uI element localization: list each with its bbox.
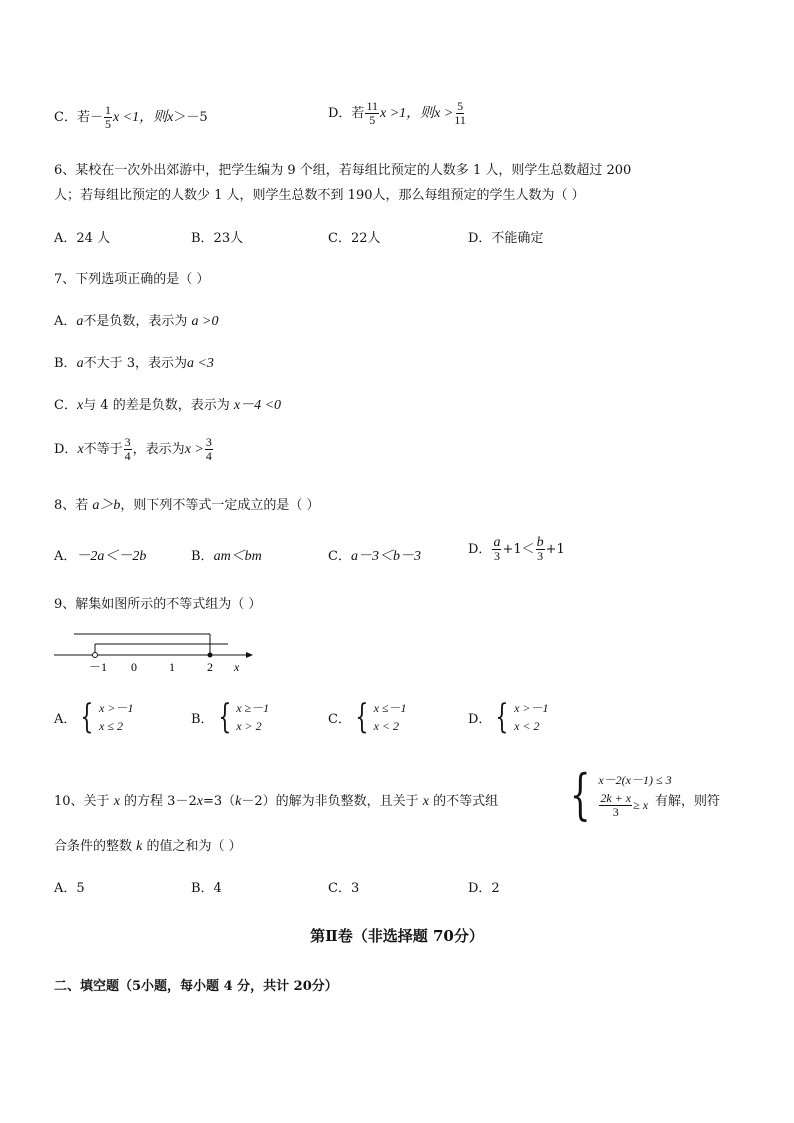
q7-stem: 7、下列选项正确的是（ ） bbox=[54, 272, 210, 287]
frac-num: b bbox=[536, 535, 544, 550]
option-label: B． bbox=[191, 711, 214, 727]
fraction bbox=[205, 436, 213, 463]
inequality-system bbox=[328, 699, 407, 735]
expr: am＜bm bbox=[213, 549, 262, 564]
fraction bbox=[365, 100, 379, 127]
fraction bbox=[454, 100, 466, 127]
system-lines bbox=[374, 699, 407, 735]
system-lines bbox=[236, 699, 269, 735]
fraction bbox=[104, 104, 112, 131]
text: －2）的解为非负整数，且关于 bbox=[241, 794, 423, 809]
brace-icon: { bbox=[80, 697, 94, 737]
brace-icon: { bbox=[355, 697, 369, 737]
var: x bbox=[167, 110, 174, 125]
option-label: C． bbox=[54, 398, 77, 413]
option-label: D．若 bbox=[328, 106, 365, 121]
sys-line: x < 2 bbox=[373, 719, 400, 733]
q8-stem bbox=[54, 494, 320, 514]
frac-den: 5 bbox=[369, 113, 376, 127]
text: 不大于 3，表示为 bbox=[83, 356, 187, 371]
option-label: A． bbox=[54, 549, 77, 564]
q8-option-c bbox=[328, 545, 421, 565]
sys-line: x > 2 bbox=[236, 719, 262, 733]
text: 的方程 3－2 bbox=[119, 794, 197, 809]
text: 合条件的整数 bbox=[54, 839, 137, 854]
text: 的值之和为（ ） bbox=[142, 839, 242, 854]
q10-option-c: C．3 bbox=[328, 881, 360, 896]
frac-num: 11 bbox=[366, 99, 378, 113]
q9-option-d bbox=[468, 699, 549, 735]
inequality-system bbox=[54, 699, 133, 735]
text: 8、若 bbox=[54, 498, 93, 513]
var: x bbox=[422, 794, 429, 809]
frac-den: 4 bbox=[205, 449, 212, 463]
var: k bbox=[136, 839, 143, 854]
tick-label: 1 bbox=[169, 660, 175, 674]
expr: a <3 bbox=[186, 356, 214, 371]
q6-option-a: A．24 人 bbox=[54, 231, 111, 246]
sys-line: x >－1 bbox=[99, 701, 134, 715]
q7-option-a bbox=[54, 310, 219, 330]
q8-option-a bbox=[54, 545, 146, 565]
q6-option-b: B．23人 bbox=[191, 231, 244, 246]
option-label: C． bbox=[328, 711, 351, 727]
axis-label: x bbox=[234, 660, 240, 674]
var: a bbox=[76, 356, 84, 371]
q9-option-a bbox=[54, 699, 133, 735]
inequality-system bbox=[468, 699, 549, 735]
sys-line: x ≤ 2 bbox=[99, 719, 123, 733]
expr: x <1，则 bbox=[112, 110, 168, 125]
sys-line: x >－1 bbox=[514, 701, 549, 715]
frac-den: 5 bbox=[104, 117, 111, 131]
q8-option-d bbox=[468, 536, 565, 563]
q5-option-c bbox=[54, 104, 208, 131]
frac-den: 3 bbox=[612, 804, 619, 819]
number-line-figure bbox=[50, 628, 260, 676]
option-label: D． bbox=[468, 711, 492, 727]
brace-icon: { bbox=[495, 697, 509, 737]
q7-option-d bbox=[54, 436, 214, 463]
q10-option-d: D．2 bbox=[468, 881, 500, 896]
frac-den: 3 bbox=[493, 549, 500, 563]
fraction bbox=[492, 536, 501, 563]
sys-line: x < 2 bbox=[514, 719, 540, 733]
option-label: D． bbox=[468, 542, 492, 557]
inequality-system bbox=[191, 699, 269, 735]
frac-den: 11 bbox=[454, 113, 466, 127]
tick-label: 2 bbox=[207, 660, 213, 674]
expr: ≥ x bbox=[633, 798, 649, 812]
expr: +1 bbox=[545, 542, 565, 557]
option-label: B． bbox=[54, 356, 77, 371]
q6-option-d: D．不能确定 bbox=[468, 231, 544, 246]
option-label: C．若 bbox=[54, 110, 90, 125]
option-label: D． bbox=[54, 442, 78, 457]
sys-line: x ≥－1 bbox=[236, 701, 270, 715]
expr: x－4 <0 bbox=[233, 398, 282, 413]
var: a bbox=[76, 314, 84, 329]
closed-point bbox=[208, 653, 213, 658]
section2-title: 二、填空题（5小题，每小题 4 分，共计 20分） bbox=[54, 979, 338, 994]
sys-line: x－2(x－1) ≤ 3 bbox=[598, 772, 672, 787]
system-lines bbox=[99, 699, 133, 735]
expr: a >0 bbox=[191, 314, 219, 329]
frac-den: 4 bbox=[124, 449, 131, 463]
frac-num: a bbox=[493, 535, 501, 550]
fraction bbox=[599, 792, 632, 819]
var: x bbox=[76, 398, 84, 413]
expr: x > bbox=[434, 106, 454, 121]
part2-title: 第Ⅱ卷（非选择题 70分） bbox=[310, 927, 484, 945]
expr: x >1，则 bbox=[380, 106, 435, 121]
neg-sign: － bbox=[89, 110, 103, 125]
q10-line2 bbox=[54, 835, 242, 855]
frac-num: 3 bbox=[205, 435, 212, 449]
q5-option-d bbox=[328, 100, 467, 127]
expr: a－3＜b－3 bbox=[350, 549, 421, 564]
option-label: A． bbox=[54, 314, 77, 329]
tick-label: －1 bbox=[89, 660, 108, 674]
brace-icon: { bbox=[569, 763, 591, 826]
q9-stem: 9、解集如图所示的不等式组为（ ） bbox=[54, 597, 262, 612]
open-point bbox=[93, 653, 98, 658]
expr: a＞b bbox=[92, 498, 121, 513]
q9-option-c bbox=[328, 699, 407, 735]
expr: －2a＜－2b bbox=[76, 549, 147, 564]
expr: +1＜ bbox=[502, 542, 535, 557]
var: k bbox=[235, 794, 242, 809]
fraction bbox=[536, 536, 545, 563]
q10-option-b: B．4 bbox=[191, 881, 222, 896]
text: 10、关于 bbox=[54, 794, 114, 809]
expr: ＞－5 bbox=[173, 110, 208, 125]
text: ，则下列不等式一定成立的是（ ） bbox=[120, 498, 320, 513]
fraction bbox=[124, 436, 132, 463]
text: 与 4 的差是负数，表示为 bbox=[83, 398, 230, 413]
q6-option-c: C．22人 bbox=[328, 231, 381, 246]
option-label: B． bbox=[191, 549, 214, 564]
tick-label: 0 bbox=[131, 660, 137, 674]
var: x bbox=[113, 794, 120, 809]
option-label: A． bbox=[54, 711, 77, 727]
frac-den: 3 bbox=[537, 549, 544, 563]
q6-line1: 6、某校在一次外出郊游中，把学生编为 9 个组，若每组比预定的人数多 1 人，则学生总数超过 200 bbox=[54, 163, 632, 178]
q9-option-b bbox=[191, 699, 269, 735]
frac-num: 3 bbox=[124, 435, 131, 449]
q7-option-c bbox=[54, 394, 281, 414]
frac-num: 2k + x bbox=[600, 790, 632, 805]
system-lines bbox=[514, 699, 548, 735]
q8-option-b bbox=[191, 545, 262, 565]
text: 不是负数，表示为 bbox=[83, 314, 188, 329]
q10-line1 bbox=[54, 790, 498, 810]
var: x bbox=[196, 794, 203, 809]
var: x bbox=[77, 442, 84, 457]
sys-line: x ≤－1 bbox=[373, 701, 407, 715]
expr: x > bbox=[184, 442, 204, 457]
text: 不等于 bbox=[83, 442, 123, 457]
q10-line1-tail: 有解，则符 bbox=[655, 794, 721, 809]
axis-arrow bbox=[246, 652, 253, 658]
text: ，表示为 bbox=[132, 442, 185, 457]
frac-num: 5 bbox=[457, 99, 464, 113]
brace-icon: { bbox=[217, 697, 231, 737]
q7-option-b bbox=[54, 352, 214, 372]
frac-num: 1 bbox=[104, 103, 111, 117]
text: 的不等式组 bbox=[428, 794, 499, 809]
q10-option-a: A．5 bbox=[54, 881, 85, 896]
option-label: C． bbox=[328, 549, 351, 564]
text: =3（ bbox=[202, 794, 236, 809]
q6-line2: 人；若每组比预定的人数少 1 人，则学生总数不到 190人，那么每组预定的学生人数为（ ） bbox=[54, 188, 585, 203]
